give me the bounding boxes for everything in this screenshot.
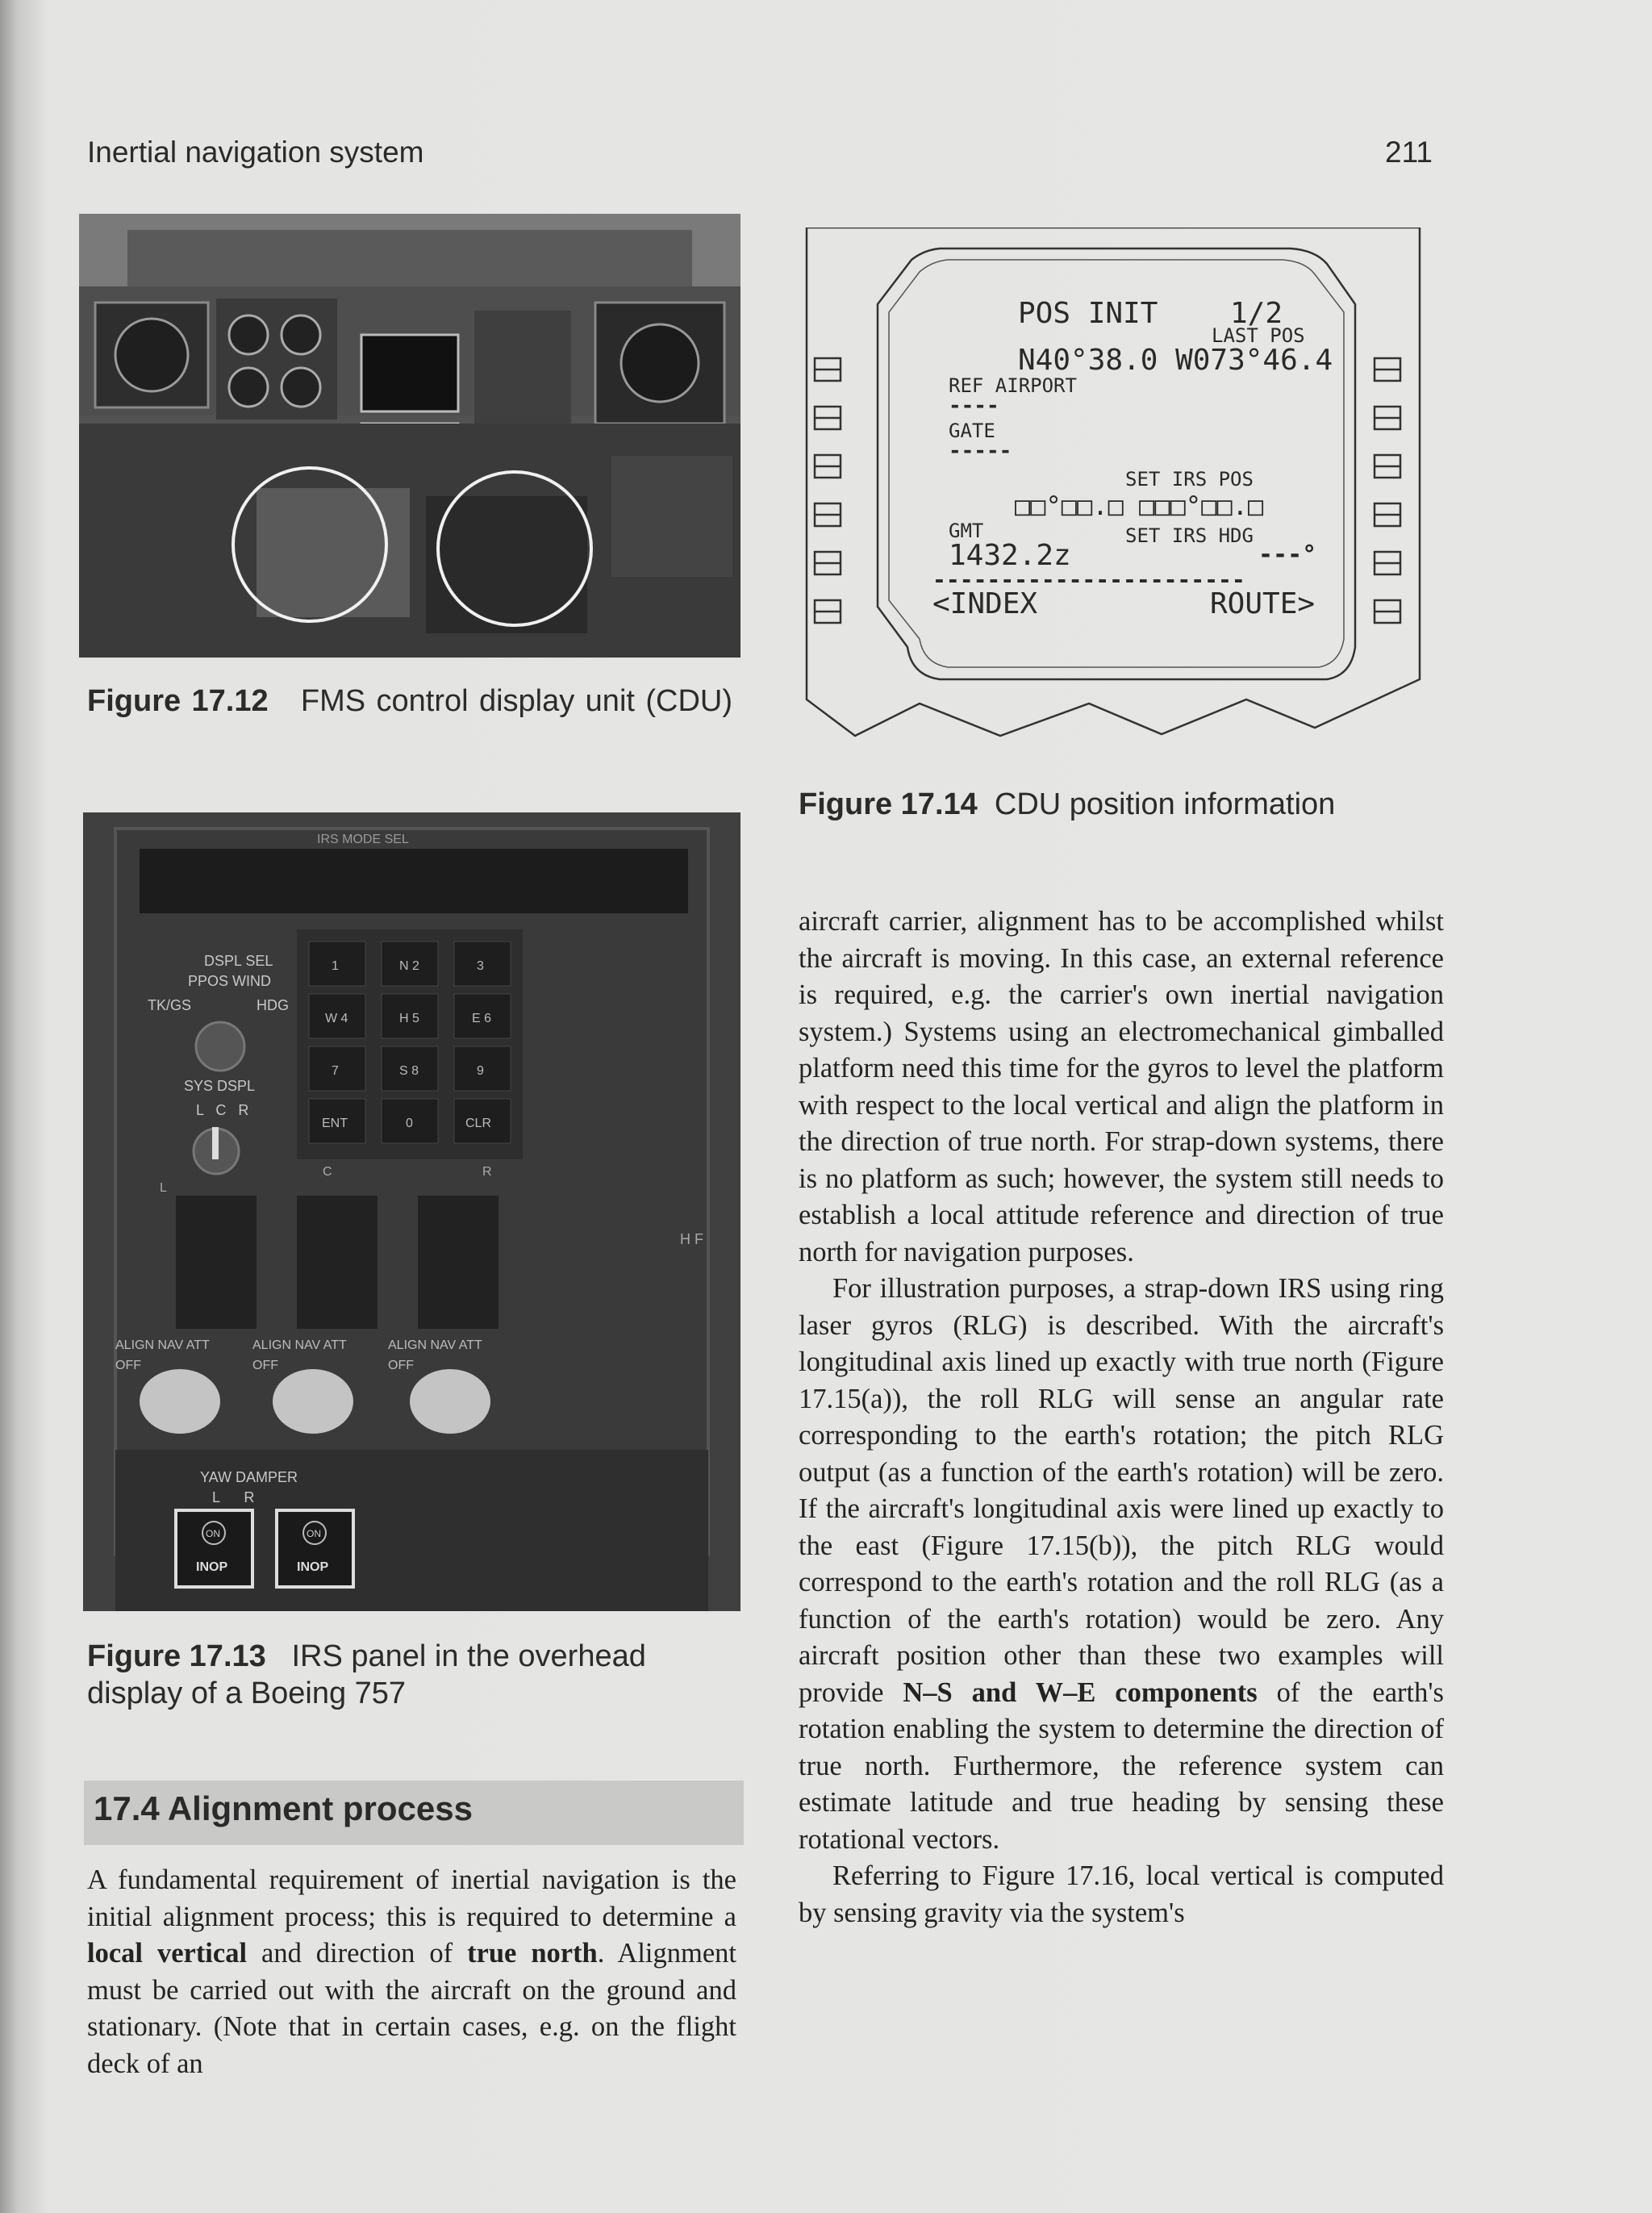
cdu-gmt-value: 1432.2z [949, 539, 1071, 572]
key-4: W 4 [325, 1012, 348, 1025]
key-3: 3 [477, 959, 484, 973]
hdg-label: HDG [257, 997, 289, 1013]
line-select-keys-right [1375, 358, 1400, 623]
key-9: 9 [477, 1064, 484, 1078]
cdu-gate-value: ----- [949, 439, 1012, 463]
key-2: N 2 [399, 959, 419, 973]
cdu-divider: ----------------------- [932, 566, 1245, 593]
cdu-page-indicator: 1/2 [1230, 297, 1283, 330]
figure-17-12-caption [87, 683, 732, 720]
hf-label: H F [680, 1231, 703, 1247]
bold-term-local-vertical: local vertical [87, 1938, 248, 1969]
figure-17-14-cdu-drawing [799, 228, 1428, 744]
display-selector-knob [196, 1022, 244, 1071]
left-column-text [87, 1862, 736, 2082]
on-label-left: ON [206, 1528, 220, 1539]
key-5: H 5 [399, 1012, 419, 1025]
figure-17-12-photo [79, 214, 740, 658]
right-mode-selector-knob [410, 1369, 490, 1434]
dspl-sel-label: DSPL SEL [204, 953, 273, 969]
key-7: 7 [332, 1064, 339, 1078]
align-nav-att-center: ALIGN NAV ATT [252, 1338, 347, 1352]
running-head-title: Inertial navigation system [87, 136, 424, 169]
cdu-ref-airport-label: REF AIRPORT [949, 374, 1077, 397]
line-select-keys-left [815, 358, 841, 623]
yaw-damper-lr-label: L R [212, 1489, 255, 1505]
cdu-last-pos-label: LAST POS [1212, 324, 1305, 347]
align-nav-att-left: ALIGN NAV ATT [115, 1338, 210, 1352]
key-clr: CLR [465, 1117, 492, 1130]
inop-label-left: INOP [196, 1560, 228, 1574]
key-1: 1 [332, 959, 339, 973]
right-system-label: R [482, 1165, 492, 1179]
off-label-right: OFF [388, 1359, 414, 1372]
key-8: S 8 [399, 1064, 419, 1078]
center-mode-selector-knob [273, 1369, 353, 1434]
text-run: For illustration purposes, a strap-down IRS using ring laser gyros (RLG) is described. With the aircraft's longitudinal axis lined up exactly with true north (Figure 17.15(a)), the roll RLG will sense an angular rate corresponding to the earth's rotation; the pitch RLG output (as a function of the earth's rotation) will be zero. If the aircraft's longitudinal axis were lined up exactly to the east (Figure 17.15(b)), the pitch RLG would correspond to the earth's rotation and the roll RLG (as a function of the earth's rotation) would be zero. Any aircraft position other than these two examples will provide [799, 1273, 1444, 1708]
figure-17-13-photo [83, 812, 740, 1611]
cdu-last-pos-value: N40°38.0 W073°46.4 [1018, 344, 1333, 377]
left-system-label: L [160, 1181, 167, 1195]
text-run: of the earth's rotation enabling the system to determine the direction of true north. Furthermore, the reference system can estimate latitude and true heading by sensing these rotational vectors. [799, 1676, 1444, 1855]
page-number: 211 [1385, 136, 1433, 169]
key-0: 0 [406, 1117, 413, 1130]
figure-17-14-caption [799, 786, 1412, 823]
off-label-center: OFF [252, 1359, 278, 1372]
center-system-label: C [323, 1165, 332, 1179]
align-nav-att-right: ALIGN NAV ATT [388, 1338, 482, 1352]
bold-term-components: N–S and W–E components [903, 1676, 1258, 1708]
on-label-right: ON [307, 1528, 321, 1539]
left-annunciator-block [176, 1196, 257, 1329]
center-annunciator-block [297, 1196, 378, 1329]
cdu-gmt-label: GMT [949, 520, 984, 542]
cdu-set-irs-hdg-value: ---° [1258, 541, 1317, 569]
figure-17-13-caption [87, 1638, 740, 1712]
cdu-set-irs-pos-value: □□°□□.□ □□□°□□.□ [1015, 491, 1264, 521]
alignment-continued-paragraph: aircraft carrier, alignment has to be accomplished whilst the aircraft is moving. In this case, an external reference is required, e.g. the carrier's own inertial navigation system.) Systems using an electromechanical gimballed platform need this time for the gyros to level the platform with respect to the local vertical and align the platform in the direction of true north. For strap-down systems, there is no platform as such; however, the system still needs to establish a local attitude reference and direction of true north for navigation purposes. [799, 906, 1444, 1267]
figure-17-12-caption-text: FMS control display unit (CDU) [300, 684, 732, 718]
figure-17-14-caption-text: CDU position information [994, 787, 1336, 821]
bold-term-true-north: true north [467, 1938, 598, 1969]
cdu-gate-label: GATE [949, 420, 995, 442]
right-annunciator-block [418, 1196, 499, 1329]
cdu-set-irs-pos-label: SET IRS POS [1125, 468, 1254, 491]
strapdown-illustration-paragraph [799, 1271, 1444, 1858]
figure-17-13-caption-text: IRS panel in the overhead display of a Boeing 757 [87, 1639, 646, 1710]
figure-17-13-label: Figure 17.13 [87, 1639, 266, 1673]
key-6: E 6 [472, 1012, 492, 1025]
figure-17-14-label: Figure 17.14 [799, 787, 978, 821]
figure-17-12-label: Figure 17.12 [87, 684, 269, 718]
ppos-wind-label: PPOS WIND [188, 973, 272, 989]
cdu-set-irs-hdg-label: SET IRS HDG [1125, 524, 1254, 547]
lcr-label: L C R [196, 1102, 249, 1118]
inop-label-right: INOP [297, 1560, 329, 1574]
cdu-route-prompt: ROUTE> [1210, 587, 1316, 620]
alignment-intro-paragraph [87, 1862, 736, 2082]
cockpit-photo [79, 214, 740, 658]
cdu-index-prompt: <INDEX [932, 587, 1038, 620]
cdu-ref-airport-value: ---- [949, 394, 999, 418]
sys-dspl-label: SYS DSPL [184, 1078, 256, 1094]
left-mode-selector-knob [140, 1369, 220, 1434]
section-heading: 17.4 Alignment process [94, 1789, 473, 1827]
text-run: . Alignment must be carried out with the aircraft on the ground and stationary. (Note that in certain cases, e.g. on the flight deck of an [87, 1938, 736, 2079]
tkgs-label: TK/GS [148, 997, 192, 1013]
right-column-text [799, 904, 1444, 1931]
irs-panel-photo [83, 812, 740, 1611]
yaw-damper-label: YAW DAMPER [200, 1469, 298, 1485]
text-run: A fundamental requirement of inertial navigation is the initial alignment process; this is required to determine a [87, 1864, 736, 1932]
irs-mode-sel-label: IRS MODE SEL [317, 833, 409, 846]
off-label-left: OFF [115, 1359, 141, 1372]
cdu-title: POS INIT [1018, 297, 1158, 330]
key-ent: ENT [322, 1117, 348, 1130]
local-vertical-paragraph: Referring to Figure 17.16, local vertical is computed by sensing gravity via the system's [799, 1860, 1444, 1928]
text-run: and direction of [247, 1938, 468, 1969]
